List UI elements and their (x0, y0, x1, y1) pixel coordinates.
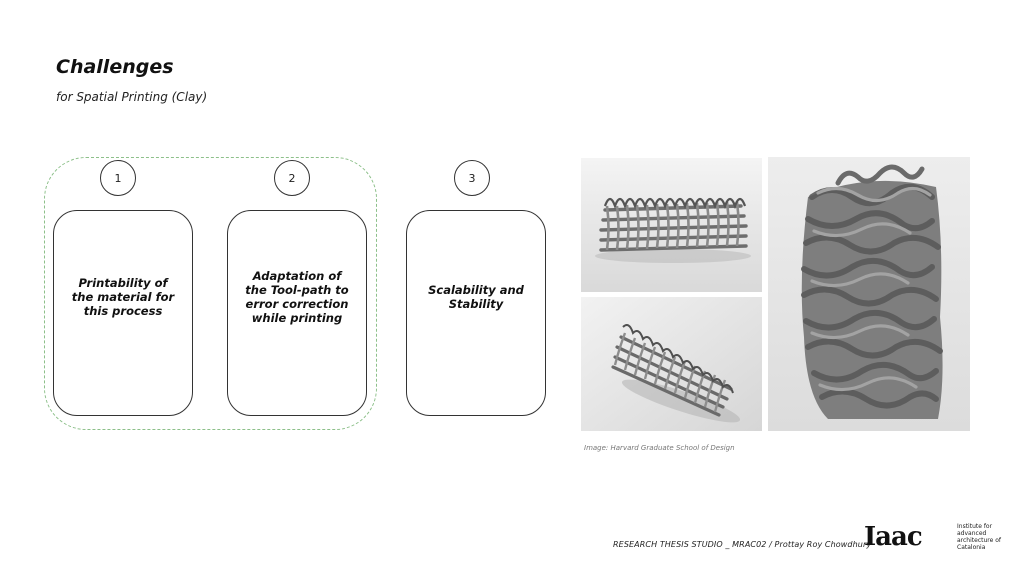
challenge-card-1 (53, 210, 193, 416)
challenge-number-3: 3 (454, 160, 490, 196)
clay-print-photo-flat (581, 158, 762, 292)
challenge-card-3 (406, 210, 546, 416)
challenge-text-3: Scalability and Stability (428, 283, 524, 311)
footer-credit: RESEARCH THESIS STUDIO _ MRAC02 / Prottay Roy Chowdhury (613, 540, 872, 549)
slide-subtitle: for Spatial Printing (Clay) (56, 90, 208, 104)
challenge-text-2: Adaptation of the Tool-path to error correction while printing (245, 269, 349, 325)
iaac-logo-subtitle: Institute for advanced architecture of Catalonia (957, 523, 1001, 551)
challenge-text-1: Printability of the material for this process (71, 276, 175, 318)
challenge-number-1: 1 (100, 160, 136, 196)
challenge-number-2: 2 (274, 160, 310, 196)
image-caption: Image: Harvard Graduate School of Design (584, 444, 735, 452)
slide-title: Challenges (56, 56, 174, 78)
clay-print-photo-column (768, 157, 970, 431)
clay-print-photo-angled (581, 297, 762, 431)
challenge-card-2 (227, 210, 367, 416)
iaac-logo-mark: Iaac (864, 522, 922, 552)
iaac-logo (864, 522, 922, 552)
